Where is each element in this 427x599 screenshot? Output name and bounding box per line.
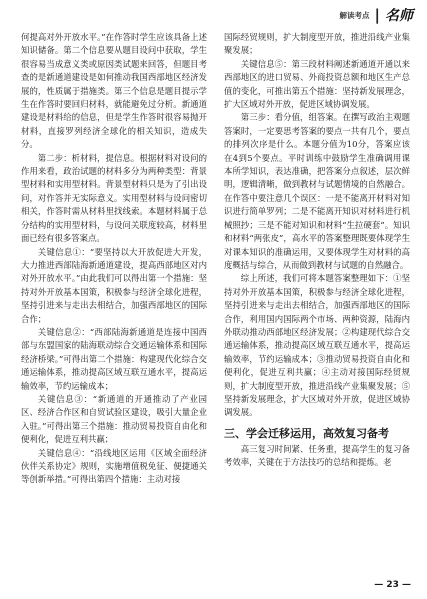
left-column [21, 31, 207, 583]
paragraph: 第二步：析材料，提信息。根据材料对设问的作用来看，政治试题的材料多分为两种类型：背景型材料和实用型材料。背景型材料只是为了引出设问，对作答并无实际意义。实用型材料与设问密切相关，作答时需从材料里找线索。本题材料属于总分结构的实用型材料，与设问关联度较高，材料里面已经有很多答案点。 [21, 152, 207, 244]
paragraph: 关键信息①：“要坚持以大开放促进大开发，大力推进西部陆海新通道建设，提高西部地区对内对外开放水平。”由此我们可以得出第一个措施：坚持对外开放基本国策，积极参与经济全球化进程，坚持引进来与走出去相结合，加强西部地区的国际合作； [21, 246, 207, 324]
header-divider: | [374, 6, 380, 24]
page-number: — 23 — [374, 580, 411, 590]
paragraph: 综上所述，我们可将本题答案整理如下：①坚持对外开放基本国策，积极参与经济全球化进程，坚持引进来与走出去相结合，加强西部地区的国际合作，利用国内国际两个市场、两种资源，陆海内外联动推动西部地区经济发展；②构建现代综合交通运输体系，推动提高区域互联互通水平，提高运输效率，节约运输成本；③推动贸易投资自由化和便利化，促进互利共赢；④主动对接国际经贸规则，扩大制度型开放，推进沿线产业集聚发展；⑤坚持新发展理念，扩大区域对外开放，促进区域协调发展。 [224, 273, 410, 418]
paragraph: 关键信息③：“新通道的开通推动了产业园区、经济合作区和自贸试验区建设，吸引大量企业入驻。”可得出第三个措施：推动贸易投资自由化和便利化，促进互利共赢； [21, 393, 207, 445]
paragraph: 关键信息④：“沿线地区运用《区域全面经济伙伴关系协定》规则，实施增值税免征、便捷通关等创新举措。”可得出第四个措施：主动对接 [21, 447, 207, 485]
page-header [340, 2, 413, 28]
right-column [224, 31, 410, 583]
paragraph: 国际经贸规则，扩大制度型开放，推进沿线产业集聚发展； [224, 32, 410, 56]
paragraph: 高三复习时间紧、任务重，提高学生的复习备考效率，关键在于方法技巧的总结和提炼。老 [224, 443, 410, 468]
paragraph: 关键信息②：“西部陆海新通道是连接中国西部与东盟国家的陆海联动综合交通运输体系和国际经济桥梁。”可得出第二个措施：构建现代化综合交通运输体系，推动提高区域互联互通水平，提高运输效率，节约运输成本； [21, 326, 207, 391]
brand-title: 名师 [385, 8, 413, 24]
paragraph: 何提高对外开放水平。”在作答时学生应该具备上述知识储备。第二个信息要从题目设问中获取，学生很容易当成意义类或原因类试题来回答，但题目考查的是新通道建设是如何推动我国西部地区经济发展的，性质属于措施类。第三个信息是题目提示学生在作答时要回归材料，就能避免过分析。新通道建设是材料给的信息，但是学生作答时很容易抛开材料，直接罗列经济全球化的相关知识，造成失分。 [21, 32, 207, 150]
section-label: 解读考点 [339, 10, 370, 20]
paragraph: 第三步：看分值，组答案。在撰写政治主观题答案时，一定要思考答案的要点一共有几个，要点的排列次序是什么。本题分值为10分，答案应该在4到5个要点。平时训练中鼓励学生准确调用课本所学知识，表达准确，把答案分点叙述，层次鲜明，逻辑清晰，做到教材与试题情境的自然融合。在作答中要注意几个误区：一是不能离开材料对知识进行简单罗列；二是不能离开知识对材料进行机械照抄；三是不能对知识和材料“生拉硬套”。知识和材料“两张皮”，高水平的答案整理既要体现学生对课本知识的准确运用，又要体现学生对材料的高度概括与综合，从而做到教材与试题的自然融合。 [224, 112, 410, 270]
paragraph: 关键信息⑤：第三段材料阐述新通道开通以来西部地区的进口贸易、外商投资总额和地区生产总值的变化，可推出第五个措施：坚持新发展理念，扩大区域对外开放，促进区域协调发展。 [224, 58, 410, 110]
section-heading: 三、学会迁移运用，高效复习备考 [224, 426, 389, 440]
